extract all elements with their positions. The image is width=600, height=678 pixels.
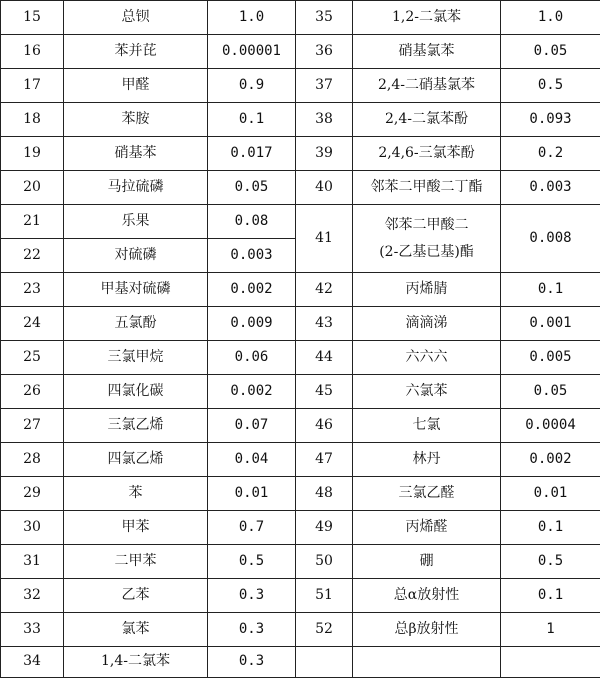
item-limit-value: 0.0004: [501, 409, 600, 443]
item-number: 24: [1, 307, 64, 341]
item-number: 44: [296, 341, 353, 375]
item-limit-value: 0.3: [208, 579, 296, 613]
table-row: [1, 69, 600, 103]
item-limit-value: 0.00001: [208, 35, 296, 69]
item-limit-value: 0.005: [501, 341, 600, 375]
item-limit-value: 0.1: [501, 579, 600, 613]
item-name: 硝基苯: [64, 137, 208, 171]
table-row: [1, 477, 600, 511]
item-limit-value: 0.3: [208, 613, 296, 647]
item-name-line: (2-乙基已基)酯: [379, 244, 474, 260]
item-number: 52: [296, 613, 353, 647]
item-name: 三氯甲烷: [64, 341, 208, 375]
item-number: 47: [296, 443, 353, 477]
item-name-line: 邻苯二甲酸二: [385, 217, 469, 233]
item-number: 37: [296, 69, 353, 103]
item-name: 林丹: [353, 443, 501, 477]
item-number: [296, 647, 353, 678]
item-name: 滴滴涕: [353, 307, 501, 341]
item-name: 邻苯二甲酸二丁酯: [353, 171, 501, 205]
item-limit-value: 0.7: [208, 511, 296, 545]
item-number: 35: [296, 1, 353, 35]
item-name: 总钡: [64, 1, 208, 35]
item-limit-value: 0.003: [208, 239, 296, 273]
item-limit-value: 0.05: [501, 375, 600, 409]
item-name: 四氯化碳: [64, 375, 208, 409]
item-limit-value: 0.2: [501, 137, 600, 171]
item-number: 27: [1, 409, 64, 443]
item-number: 22: [1, 239, 64, 273]
item-number: 18: [1, 103, 64, 137]
item-limit-value: 0.04: [208, 443, 296, 477]
table-row: [1, 103, 600, 137]
item-limit-value: 0.01: [501, 477, 600, 511]
item-name: 甲醛: [64, 69, 208, 103]
item-name: 1,4-二氯苯: [64, 647, 208, 678]
item-limit-value: 0.07: [208, 409, 296, 443]
item-limit-value: 0.01: [208, 477, 296, 511]
item-limit-value: 0.05: [208, 171, 296, 205]
item-name: 2,4,6-三氯苯酚: [353, 137, 501, 171]
table-row: [1, 579, 600, 613]
item-number: 49: [296, 511, 353, 545]
item-limit-value: 0.05: [501, 35, 600, 69]
item-limit-value: 0.093: [501, 103, 600, 137]
item-name: 2,4-二硝基氯苯: [353, 69, 501, 103]
table-row: [1, 545, 600, 579]
item-name: 苯并芘: [64, 35, 208, 69]
item-name: 丙烯醛: [353, 511, 501, 545]
table-row: [1, 307, 600, 341]
item-number: 45: [296, 375, 353, 409]
item-name: 丙烯腈: [353, 273, 501, 307]
item-limit-value: 1.0: [208, 1, 296, 35]
item-number: 20: [1, 171, 64, 205]
item-limit-value: 0.002: [208, 375, 296, 409]
item-limit-value: [501, 647, 600, 678]
item-name: 总β放射性: [353, 613, 501, 647]
item-name: 1,2-二氯苯: [353, 1, 501, 35]
item-limit-value: 0.1: [501, 511, 600, 545]
item-name: 甲苯: [64, 511, 208, 545]
table-row: [1, 205, 600, 239]
table-row: [1, 35, 600, 69]
item-name: 七氯: [353, 409, 501, 443]
item-number: 28: [1, 443, 64, 477]
item-number: 40: [296, 171, 353, 205]
item-number: 23: [1, 273, 64, 307]
item-name: 四氯乙烯: [64, 443, 208, 477]
item-name: 六六六: [353, 341, 501, 375]
item-limit-value: 0.5: [501, 545, 600, 579]
table-row: [1, 613, 600, 647]
item-name: 五氯酚: [64, 307, 208, 341]
item-limit-value: 0.002: [501, 443, 600, 477]
item-number: 15: [1, 1, 64, 35]
table-row: [1, 409, 600, 443]
item-name: 甲基对硫磷: [64, 273, 208, 307]
item-limit-value: 0.9: [208, 69, 296, 103]
item-number: 42: [296, 273, 353, 307]
item-name: 二甲苯: [64, 545, 208, 579]
item-name: [353, 205, 501, 273]
item-number: 39: [296, 137, 353, 171]
item-number: 17: [1, 69, 64, 103]
table-row: [1, 443, 600, 477]
item-limit-value: 0.009: [208, 307, 296, 341]
table-row: [1, 1, 600, 35]
item-name: 苯胺: [64, 103, 208, 137]
item-limit-value: 1.0: [501, 1, 600, 35]
item-limit-value: 0.003: [501, 171, 600, 205]
table-row: [1, 341, 600, 375]
item-limit-value: 0.008: [501, 205, 600, 273]
item-number: 38: [296, 103, 353, 137]
item-limit-value: 1: [501, 613, 600, 647]
item-number: 19: [1, 137, 64, 171]
item-name: 三氯乙烯: [64, 409, 208, 443]
table-row: [1, 511, 600, 545]
item-number: 30: [1, 511, 64, 545]
item-number: 33: [1, 613, 64, 647]
item-number: 16: [1, 35, 64, 69]
item-limit-value: 0.001: [501, 307, 600, 341]
table-row: [1, 273, 600, 307]
item-limit-value: 0.3: [208, 647, 296, 678]
item-number: 32: [1, 579, 64, 613]
item-name: [353, 647, 501, 678]
item-name: 2,4-二氯苯酚: [353, 103, 501, 137]
item-number: 46: [296, 409, 353, 443]
item-number: 50: [296, 545, 353, 579]
item-number: 51: [296, 579, 353, 613]
item-name: 总α放射性: [353, 579, 501, 613]
item-number: 25: [1, 341, 64, 375]
item-number: 29: [1, 477, 64, 511]
table-row: [1, 375, 600, 409]
item-number: 34: [1, 647, 64, 678]
item-name: 硝基氯苯: [353, 35, 501, 69]
item-limit-value: 0.08: [208, 205, 296, 239]
item-name: 对硫磷: [64, 239, 208, 273]
item-name: 六氯苯: [353, 375, 501, 409]
item-number: 21: [1, 205, 64, 239]
table-row: [1, 647, 600, 678]
item-limit-value: 0.002: [208, 273, 296, 307]
item-limit-value: 0.1: [208, 103, 296, 137]
item-limit-value: 0.5: [501, 69, 600, 103]
item-name: 马拉硫磷: [64, 171, 208, 205]
item-name: 乙苯: [64, 579, 208, 613]
item-number: 36: [296, 35, 353, 69]
item-limit-value: 0.5: [208, 545, 296, 579]
item-name: 苯: [64, 477, 208, 511]
table-row: [1, 171, 600, 205]
item-number: 26: [1, 375, 64, 409]
item-number: 48: [296, 477, 353, 511]
item-number: 41: [296, 205, 353, 273]
item-name: 三氯乙醛: [353, 477, 501, 511]
item-limit-value: 0.1: [501, 273, 600, 307]
item-name: 硼: [353, 545, 501, 579]
item-number: 31: [1, 545, 64, 579]
item-limit-value: 0.017: [208, 137, 296, 171]
item-name: 氯苯: [64, 613, 208, 647]
table-row: [1, 137, 600, 171]
item-number: 43: [296, 307, 353, 341]
item-name: 乐果: [64, 205, 208, 239]
item-limit-value: 0.06: [208, 341, 296, 375]
